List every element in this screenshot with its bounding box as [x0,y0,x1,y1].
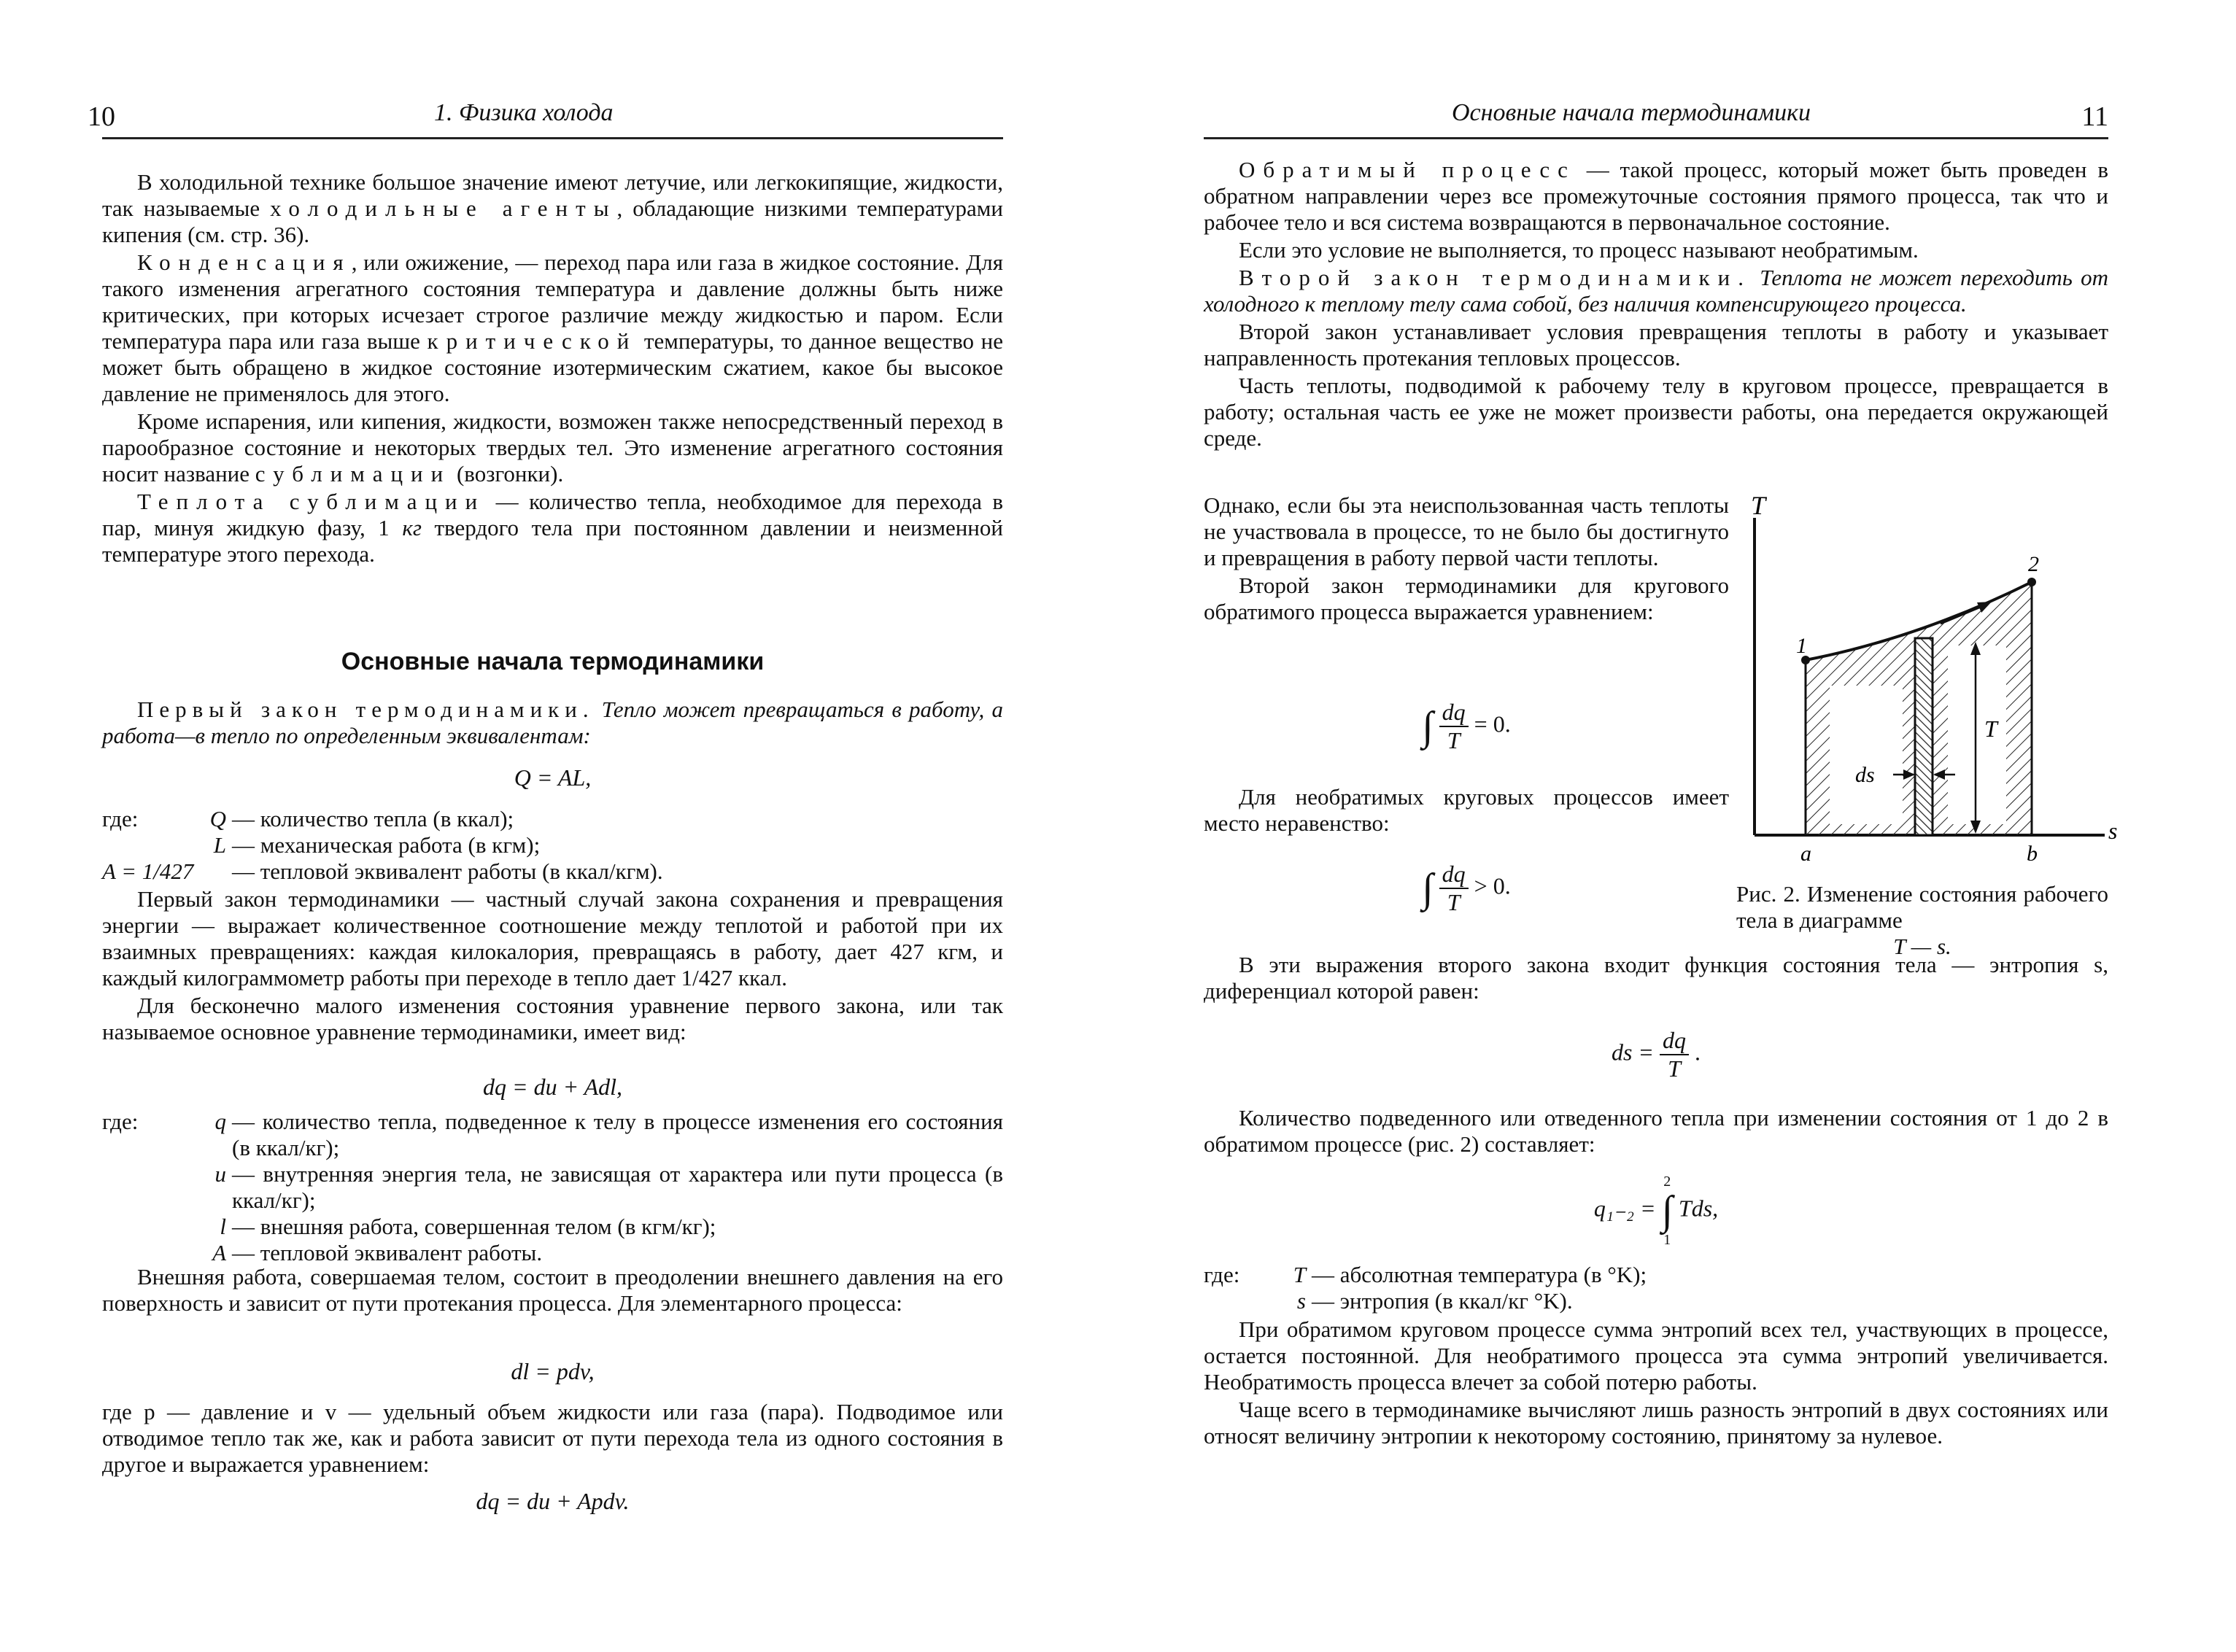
t-dimension-label: T [1984,716,1997,742]
page-number: 10 [88,101,115,132]
pressure-text: где p — давление и v — удельный объем жидкости или газа (пара). Подводимое или отводимое тепло так же, как и работа зависит от пути перехода тела из одного состояния в другое и выражается уравнением: [102,1399,1003,1477]
definition-row: s — энтропия (в ккал/кг °K). [1296,1288,1573,1314]
definition-row: где: Q — количество тепла (в ккал); [102,806,514,831]
axis-label-t: T [1751,496,1766,520]
equation-q-al: Q = AL, [514,764,592,791]
equation-irreversible-integral: ∫ $\frac{dq}{T}$ > 0. [1422,861,1511,915]
definition-row: l — внешняя работа, совершенная телом (в кгм/кг); [220,1214,716,1239]
point-b-label: b [2027,842,2038,861]
entropy-text: В эти выражения второго закона входит функция состояния тела — энтропия s, диференциал которой равен: [1204,952,2108,1004]
ds-strip [1915,638,1933,835]
equation-dl-pdv: dl = pdv, [511,1358,595,1384]
running-title: Основные начала термодинамики [1452,99,1811,126]
definition-row: A = 1/427 — тепловой эквивалент работы (в ккал/кгм). [102,858,663,884]
intro-text [102,169,1003,569]
definition-row: u — внутренняя энергия тела, не зависящая от характера или пути процесса (в ккал/кг); [214,1161,1003,1213]
right-page [1204,0,2118,1652]
definition-row: A — тепловой эквивалент работы. [212,1240,543,1265]
definitions-main-equation [102,1109,1003,1266]
paragraph-agents: В холодильной технике большое значение имеют летучие, или легкокипящие, жидкости, так называемые холодильные агенты, обладающие низкими температурами кипения (см. стр. 36). [102,169,1004,247]
paragraph-sublimation: Кроме испарения, или кипения, жидкости, возможен также непосредственный переход в парообразное состояние и некоторых твердых тел. Это изменение агрегатного состояния носит название сублимации (возгонки). [102,408,1003,486]
equation-q12: q₁₋₂ = 2 ∫ 1 Tds, [1593,1174,1719,1248]
definitions-entropy [1204,1262,2108,1314]
closing-text: При обратимом круговом процессе сумма энтропий всех тел, участвующих в процессе, остается постоянной. Для необратимого процесса эта сумма энтропий увеличивается. Необратимость процесса влечет за собой потерю работы. Чаще всего в термодинамике вычисляют лишь разность энтропий в двух состояниях или относят величину энтропии к некоторому состоянию, принятому за нулевое. [1204,1316,2108,1449]
section-heading: Основные начала термодинамики [341,648,765,675]
reversible-process-text: Обратимый процесс — такой процесс, который может быть проведен в обратном направлении через все промежуточные состояния прямого процесса, так что и рабочее тело и вся система возвращаются в первоначальное состояние. Если это условие не выполняется, то процесс называют необратимым. Второй закон термодинамики. Теплота не может переходить от холодного к теплому телу сама собой, без наличия компенсирующего процесса. Второй закон устанавливает условия превращения теплоты в работу и указывает направленность протекания тепловых процессов. Часть теплоты, подводимой к рабочему телу в круговом процессе, превращается в работу; остальная часть ее уже не может произвести работы, она передается окружающей среде. [1204,157,2109,451]
left-page [88,0,1004,1652]
equation-dq-du-apdv: dq = du + Apdv. [476,1488,630,1514]
definition-row: где: T — абсолютная температура (в °K); [1204,1262,1647,1287]
running-header [1204,86,2108,139]
ts-diagram [1736,496,2123,861]
first-law: Первый закон термодинамики. Тепло может превращаться в работу, а работа—в тепло по определенным эквивалентам: [102,697,1003,748]
irreversible-text: Для необратимых круговых процессов имеет место неравенство: [1204,784,1729,836]
point-2-marker [2027,578,2036,586]
equation-reversible-integral: ∫ $\frac{dq}{T}$ = 0. [1422,699,1511,753]
point-2-label: 2 [2028,552,2039,576]
heat-quantity-text: Количество подведенного или отведенного тепла при изменении состояния от 1 до 2 в обратимом процессе (рис. 2) составляет: [1204,1105,2108,1157]
paragraph-condensation: Конденсация, или ожижение, — переход пара или газа в жидкое состояние. Для такого изменения агрегатного состояния температура и давление должны быть ниже критических, при которых исчезает строгое различие между жидкостью и паром. Если температура пара или газа выше критической температуры, то данное вещество не может быть обращено в жидкое состояние изотермическим сжатием, какое бы высокое давление не применялось для этого. [102,249,1003,406]
definition-row: L — механическая работа (в кгм); [213,832,541,858]
definition-row: где: q — количество тепла, подведенное к телу в процессе изменения его состояния (в ккал/кг); [102,1109,1003,1160]
equation-ds: ds = $\frac{dq}{T}$ . [1611,1027,1701,1082]
narrow-column-text: Однако, если бы эта неиспользованная часть теплоты не участвовала в процессе, то не было бы достигнуто и превращения в работу первой части теплоты. Второй закон термодинамики для кругового обратимого процесса выражается уравнением: [1204,492,1729,624]
axis-label-s: s [2108,818,2118,844]
running-header [88,86,1003,139]
point-a-label: a [1800,842,1811,861]
running-title: 1. Физика холода [434,99,614,126]
definitions-first-law [102,806,1003,885]
first-law-text: Первый закон термодинамики — частный случай закона сохранения и превращения энергии — выражает количественное соотношение между теплотой и работой при их взаимных превращениях: каждая килокалория, превращаясь в работу, дает 427 кгм, и каждый килограммометр работы при переходе в тепло дает 1/427 ккал. Для бесконечно малого изменения состояния уравнение первого закона, или так называемое основное уравнение термодинамики, имеет вид: [102,886,1003,1044]
point-1-label: 1 [1796,634,1807,658]
paragraph-sublimation-heat: Теплота сублимации — количество тепла, необходимое для перехода в пар, минуя жидкую фазу, 1 кг твердого тела при постоянном давлении и неизменной температуре этого перехода. [102,489,1003,567]
page-number: 11 [2081,101,2108,132]
figure-caption: Рис. 2. Изменение состояния рабочего тела в диаграмме T — s. [1736,881,2108,959]
external-work-text: Внешняя работа, совершаемая телом, состоит в преодолении внешнего давления на его поверхность и зависит от пути протекания процесса. Для элементарного процесса: [102,1264,1003,1316]
ds-label: ds [1855,763,1875,787]
equation-dq-du-adl: dq = du + Adl, [482,1074,623,1100]
